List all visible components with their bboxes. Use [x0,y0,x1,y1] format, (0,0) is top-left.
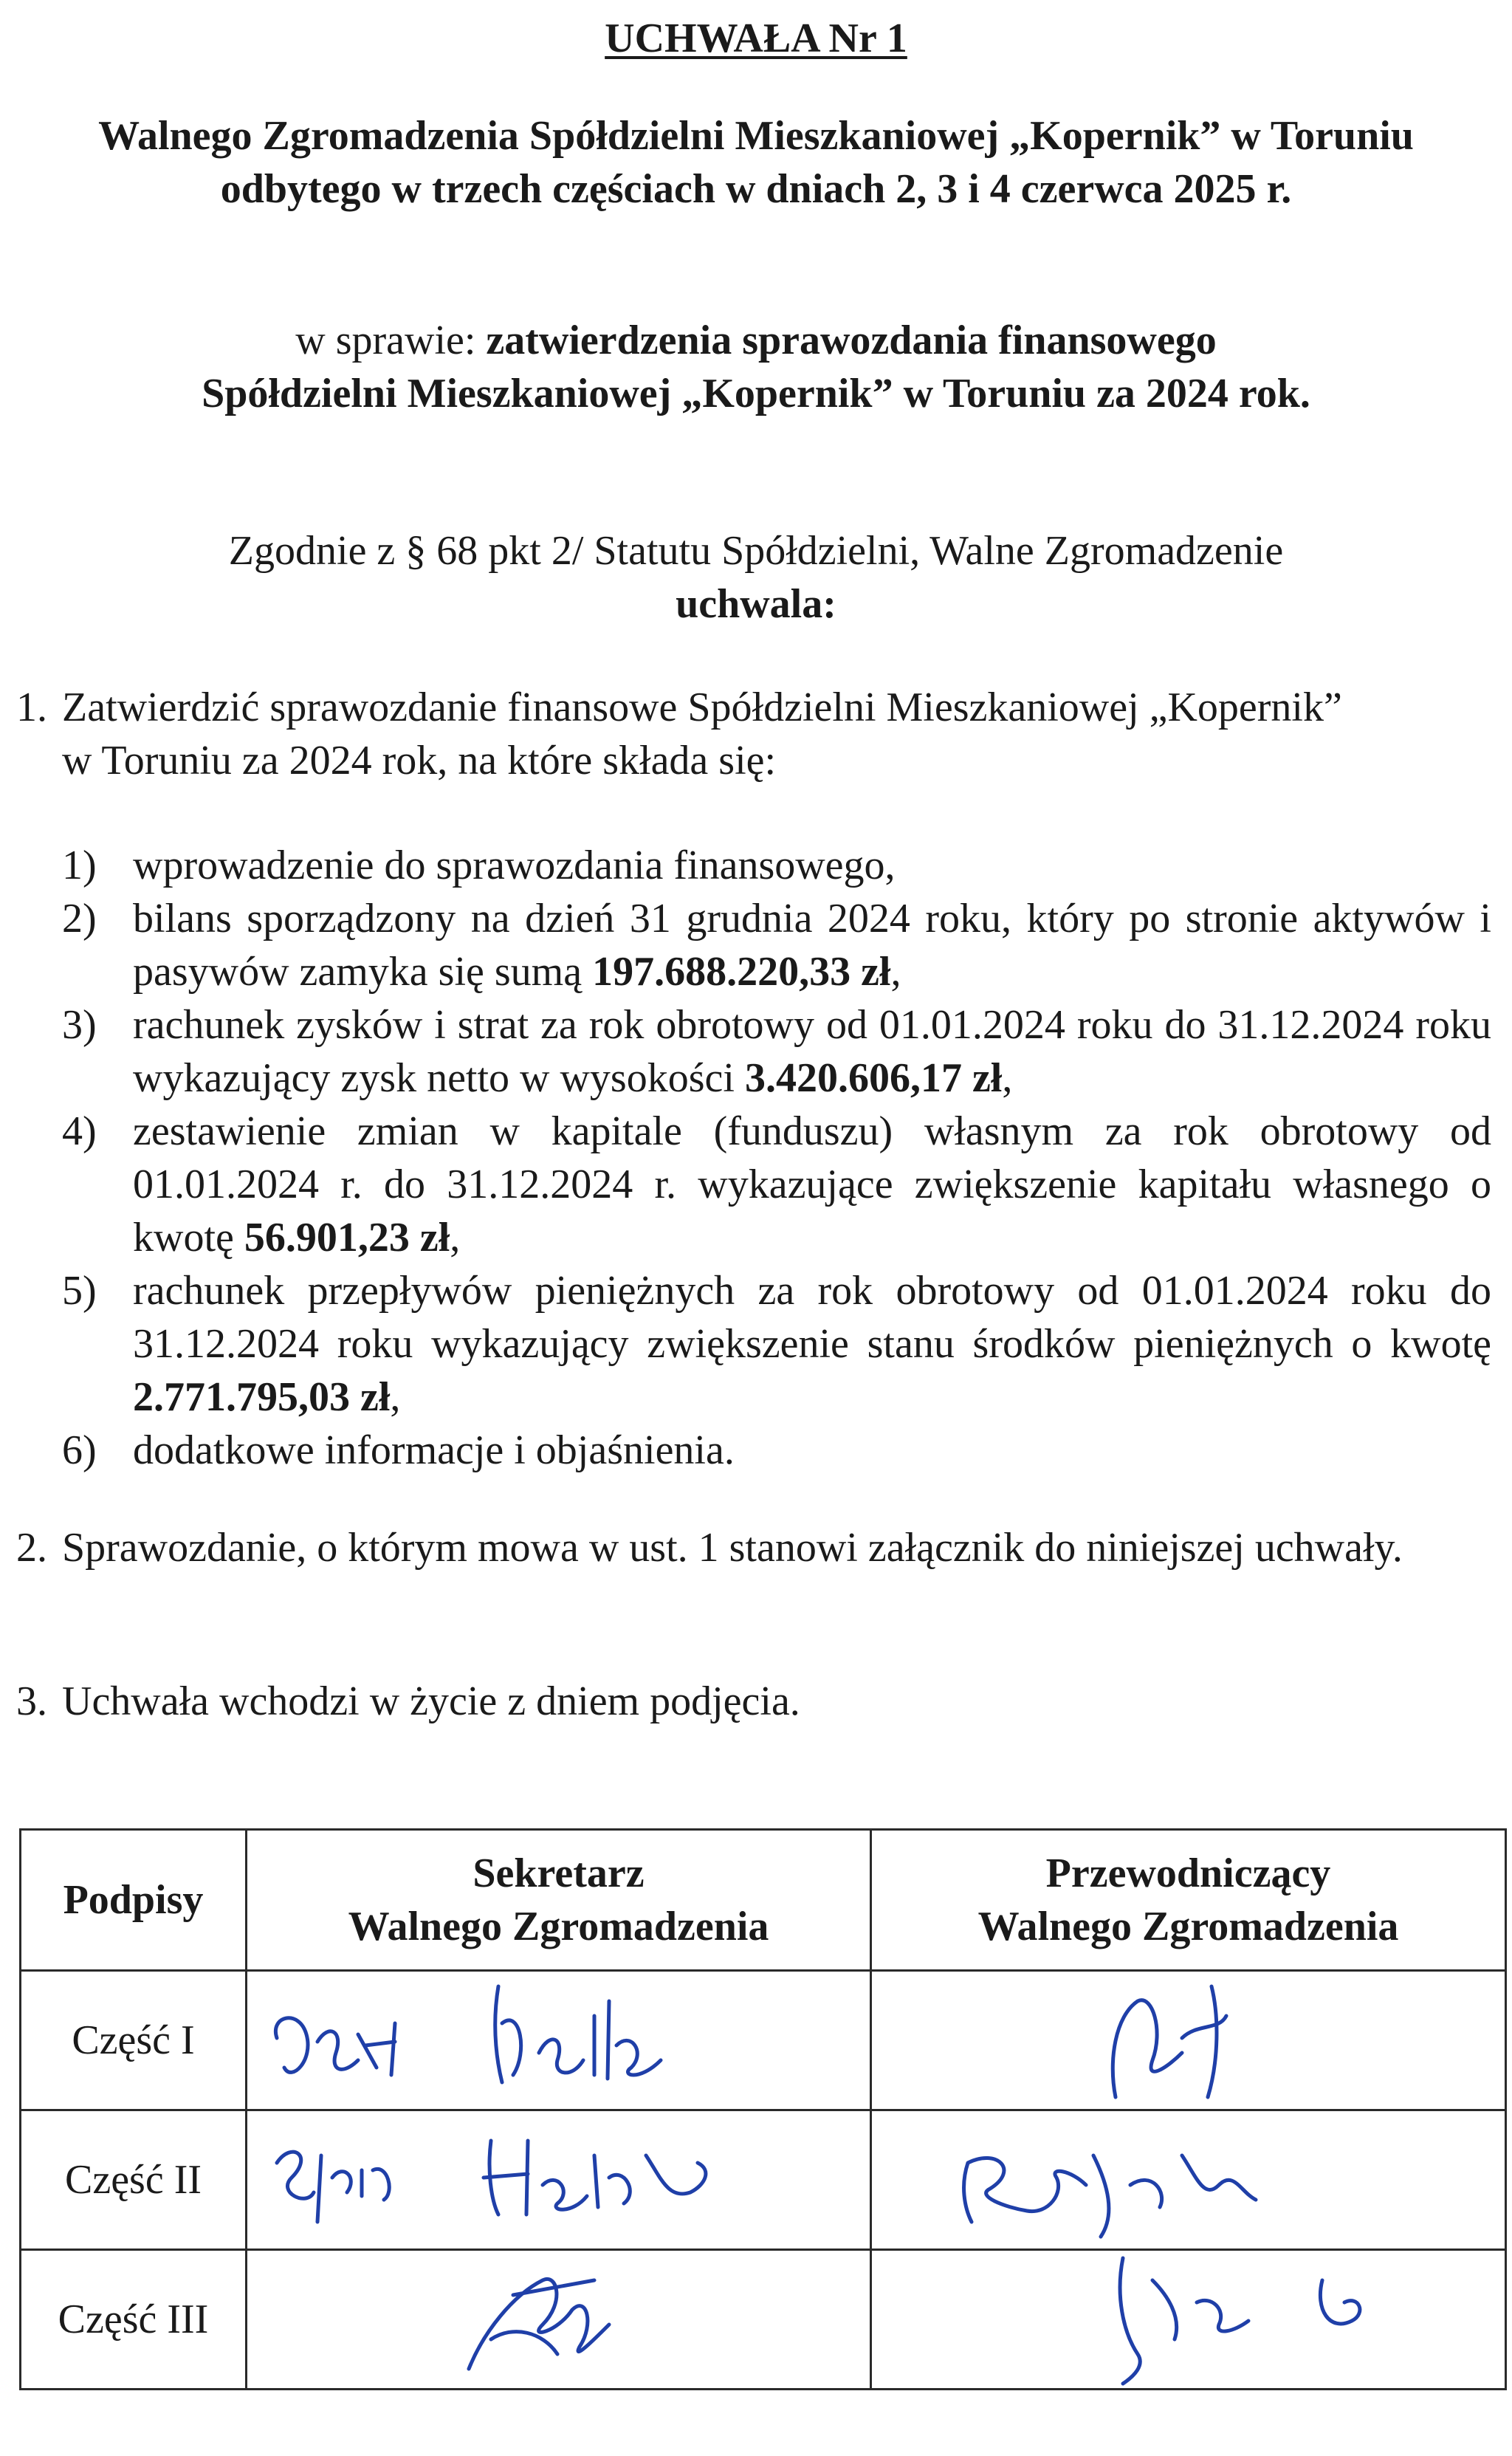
list-item-text: dodatkowe informacje i objaśnienia. [133,1427,735,1473]
chairman-signature-part2 [871,2110,1506,2250]
row-label-part1: Część I [21,1971,247,2110]
table-header-row [21,1830,1506,1971]
chairman-signature-part3 [871,2250,1506,2390]
handwritten-signature [872,2251,1507,2388]
list-item [133,1264,1491,1424]
resolution-heading-line2: odbytego w trzech częściach w dniach 2, 3 i 4 czerwca 2025 r. [220,166,1292,212]
section1-text-line1: Zatwierdzić sprawozdanie finansowe Spółdzielni Mieszkaniowej „Kopernik” [62,685,1342,730]
section3-number: 3. [16,1678,47,1724]
handwritten-signature [872,2111,1507,2249]
legal-basis-line2: uchwala: [676,581,836,627]
secretary-signature-part3 [247,2250,871,2390]
section1-number: 1. [16,685,47,730]
subject-line2: Spółdzielni Mieszkaniowej „Kopernik” w Toruniu za 2024 rok. [202,371,1310,416]
list-item [133,1424,1491,1477]
list-item-text: wprowadzenie do sprawozdania finansowego, [133,843,896,888]
document-title [0,15,1512,62]
list-item [133,1105,1491,1264]
item-number: 2) [62,896,97,941]
list-item-text: rachunek przepływów pieniężnych za rok obrotowy od 01.01.2024 roku do 31.12.2024 roku wykazujący zwiększenie stanu środków pieniężnych o kwotę [133,1268,1491,1367]
table-row [21,2250,1506,2390]
item-number: 1) [62,843,97,888]
list-item [133,839,1491,892]
header-podpisy: Podpisy [21,1830,247,1971]
header-chairman-line2: Walnego Zgromadzenia [977,1904,1399,1949]
handwritten-signature [247,1972,872,2109]
list-item-suffix: , [890,949,901,995]
section1-text-line2: w Toruniu za 2024 rok, na które składa się: [62,738,777,783]
subject-prefix: w sprawie: [295,318,487,363]
item-number: 4) [62,1108,97,1154]
signatures-table [19,1828,1507,2390]
chairman-signature-part1 [871,1971,1506,2110]
section2-number: 2. [16,1525,47,1571]
table-row [21,2110,1506,2250]
resolution-heading-line1: Walnego Zgromadzenia Spółdzielni Mieszkaniowej „Kopernik” w Toruniu [98,113,1414,159]
handwritten-signature [247,2111,872,2249]
net-profit-amount: 3.420.606,17 zł [744,1055,1003,1101]
header-chairman [871,1830,1506,1971]
row-label-part2: Część II [21,2110,247,2250]
list-item-suffix: , [390,1374,401,1420]
row-label-part3: Część III [21,2250,247,2390]
handwritten-signature [247,2251,872,2388]
balance-sum-amount: 197.688.220,33 zł [592,949,891,995]
legal-basis-line1: Zgodnie z § 68 pkt 2/ Statutu Spółdzielni, Walne Zgromadzenie [228,528,1284,574]
document-title-text: UCHWAŁA Nr 1 [605,16,907,61]
list-item [133,998,1491,1105]
cash-increase-amount: 2.771.795,03 zł [133,1374,391,1420]
secretary-signature-part2 [247,2110,871,2250]
list-item-suffix: , [1002,1055,1013,1101]
header-secretary [247,1830,871,1971]
list-item-text: zestawienie zmian w kapitale (funduszu) własnym za rok obrotowy od 01.01.2024 r. do 31.12.2024 r. wykazujące zwiększenie kapitału własnego o kwotę [133,1108,1491,1260]
handwritten-signature [872,1972,1507,2109]
list-item-suffix: , [450,1215,461,1260]
section2-text: Sprawozdanie, o którym mowa w ust. 1 stanowi załącznik do niniejszej uchwały. [62,1525,1403,1571]
section3-text: Uchwała wchodzi w życie z dniem podjęcia. [62,1678,800,1724]
table-row [21,1971,1506,2110]
header-secretary-line2: Walnego Zgromadzenia [348,1904,769,1949]
header-secretary-line1: Sekretarz [472,1850,645,1896]
list-item-text: rachunek zysków i strat za rok obrotowy od 01.01.2024 roku do 31.12.2024 roku wykazujący zysk netto w wysokości [133,1002,1491,1101]
header-chairman-line1: Przewodniczący [1045,1850,1331,1896]
item-number: 3) [62,1002,97,1048]
subject-title: zatwierdzenia sprawozdania finansowego [486,318,1217,363]
item-number: 5) [62,1268,97,1314]
list-item-text: bilans sporządzony na dzień 31 grudnia 2024 roku, który po stronie aktywów i pasywów zamyka się sumą [133,896,1491,995]
item-number: 6) [62,1427,97,1473]
subject-line1 [0,314,1512,367]
secretary-signature-part1 [247,1971,871,2110]
list-item [133,892,1491,998]
equity-increase-amount: 56.901,23 zł [244,1215,450,1260]
